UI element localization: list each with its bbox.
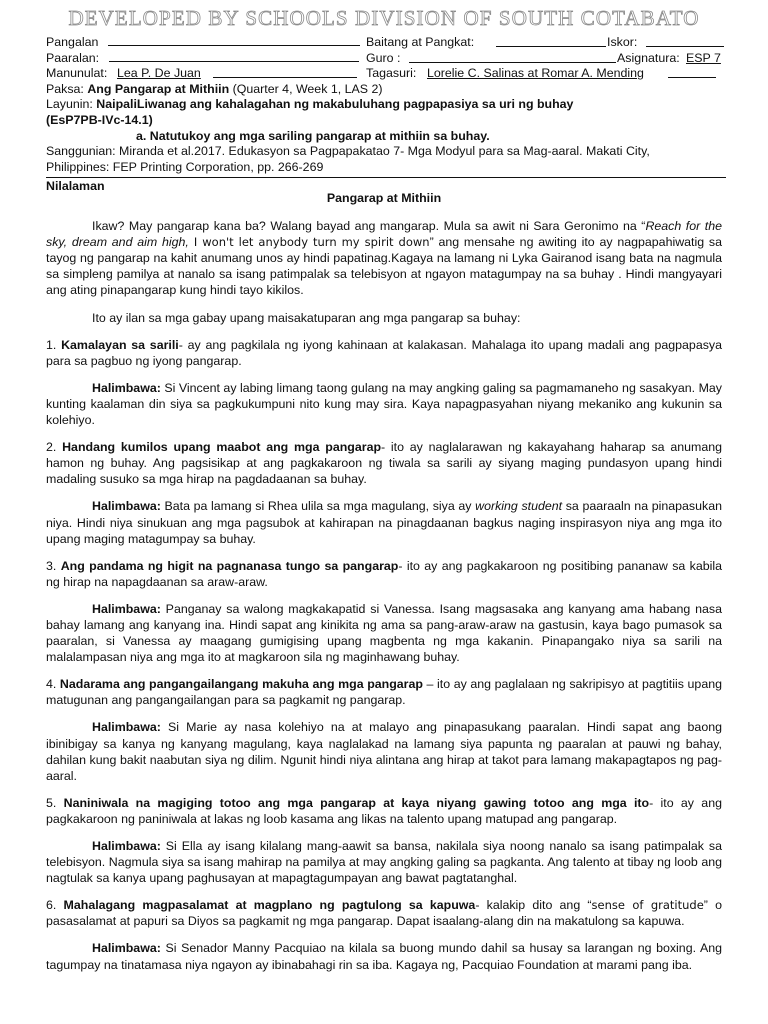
example-paragraph: Halimbawa: Si Senador Manny Pacquiao na kilala sa buong mundo dahil sa husay sa larangan ng boxing. Ang tagumpay na tinatamasa niya ngayon ay ibinabahagi rin sa iba. Kagaya ng, Pacquiao Foundation at marami pang iba. — [46, 941, 722, 972]
paksa-details: (Quarter 4, Week 1, LAS 2) — [229, 81, 383, 96]
sanggunian-line-1: Sanggunian: Miranda et al.2017. Edukasyon sa Pagpapakatao 7- Mga Modyul para sa Mag-aaral. Makati City, — [46, 144, 650, 159]
tagasuri-blank — [668, 67, 716, 78]
paksa-label: Paksa: — [46, 81, 84, 96]
layunin-label: Layunin: — [46, 97, 97, 112]
manunulat-value: Lea P. De Juan — [117, 66, 201, 81]
list-item: 4. Nadarama ang pangangailangang makuha ang mga pangarap – ito ay ang paglalaan ng sakripisyo at pagtitiis upang matugunan ang pangangailangan para sa pagkamit ng pangarap. — [46, 677, 722, 708]
header-row-2 — [46, 51, 726, 67]
lesson-content — [46, 190, 722, 984]
header-divider — [46, 177, 726, 178]
paksa-line — [46, 82, 726, 98]
example-paragraph: Halimbawa: Bata pa lamang si Rhea ulila sa mga magulang, siya ay working student sa paaraaln na pinapasukan niya. Hindi niya sinukuan ang mga pagsubok at kahirapan na pinagdaanan bagkus naging inspirasyon niya ang mga ito upang maging matagumpay sa buhay. — [46, 499, 722, 546]
example-paragraph: Halimbawa: Si Marie ay nasa kolehiyo na at malayo ang pinapasukang paaralan. Hindi sapat ang baong ibinibigay sa kanya ng kanyang magulang, kaya naglalakad na lamang siya papunta ng paaralan at pauwi ng bahay, dahilan kung bakit naabutan siya ng dilim. Ngunit hindi niya alintana ang hirap at takot para lamang makapagtapos ng pag-aaral. — [46, 720, 722, 783]
header-row-3 — [46, 66, 726, 82]
list-item: 5. Naniniwala na magiging totoo ang mga pangarap at kaya niyang gawing totoo ang mga ito- ito ay ang pagkakaroon ng paniniwala at lakas ng loob kasama ang likas na talento upang matupad ang pangarap. — [46, 795, 722, 826]
pangalan-label: Pangalan — [46, 35, 99, 49]
layunin-line — [46, 97, 726, 113]
list-item: 3. Ang pandama ng higit na pagnanasa tungo sa pangarap- ito ay ang pagkakaroon ng positibing pananaw sa kabila ng hirap na napagdaanan sa araw-araw. — [46, 558, 722, 589]
paaralan-blank[interactable] — [109, 51, 359, 62]
layunin-code: (EsP7PB-IVc-14.1) — [46, 112, 153, 127]
lead-paragraph: Ito ay ilan sa mga gabay upang maisakatuparan ang mga pangarap sa buhay: — [92, 310, 521, 325]
baitang-blank[interactable] — [496, 36, 606, 47]
intro-paragraph: Ikaw? May pangarap kana ba? Walang bayad ang mangarap. Mula sa awit ni Sara Geronimo na “Reach for the sky, dream and aim high, I won't let anybody turn my spirit down” ang mensahe ng awiting ito ay nagpapahiwatig sa tayog ng pangarap na kahit anumang unos ay hindi papatinag.Kagaya na lamang ni Lyka Gairanod isang bata na nagmula sa simpleng pamilya at nanalo sa isang patimpalak sa telebisyon at ngayon matagumpay na sa buhay . Hindi mangyayari ang ating pinapangarap kung hindi tayo kikilos. — [46, 219, 723, 298]
manunulat-label: Manunulat: — [46, 66, 108, 81]
tagasuri-label: Tagasuri: — [366, 66, 417, 81]
tagasuri-value: Lorelie C. Salinas at Romar A. Mending — [427, 66, 644, 81]
layunin-text: NaipaliLiwanag ang kahalagahan ng makabuluhang pagpapasiya sa uri ng buhay — [96, 97, 574, 112]
iskor-label: Iskor: — [607, 35, 638, 49]
guro-label: Guro : — [366, 50, 401, 65]
example-paragraph: Halimbawa: Panganay sa walong magkakapatid si Vanessa. Isang magsasaka ang kanyang ama habang nasa bahay lamang ang kanyang ina. Hindi sapat ang kinikita ng ama sa pang-araw-araw na gastusin, kaya bago pumasok sa paaralan, si Vanessa ay maagang gumigising upang magbenta ng mga kakanin. Pinapangako niya sa sarili na malalampasan niya ang mga ito at magkaroon sila ng maginhawang buhay. — [46, 601, 722, 665]
guro-blank[interactable] — [409, 52, 616, 63]
layunin-objective-a: a. Natutukoy ang mga sariling pangarap at mithiin sa buhay. — [136, 128, 490, 143]
iskor-blank[interactable] — [646, 36, 724, 47]
lesson-title: Pangarap at Mithiin — [326, 191, 442, 205]
paaralan-label: Paaralan: — [46, 50, 100, 65]
pangalan-blank[interactable] — [108, 35, 360, 46]
baitang-label: Baitang at Pangkat: — [366, 35, 475, 49]
example-paragraph: Halimbawa: Si Vincent ay labing limang taong gulang na may angking galing sa pagmamaneho ng sasakyan. May kunting kaalaman din siya sa pagkukumpuni nito kung may sira. Kaya napagpasyahan niyang mekaniko ang kukunin sa kolehiyo. — [46, 380, 722, 428]
paksa-title: Ang Pangarap at Mithiin — [87, 81, 230, 96]
song-quote: Reach for the sky, dream and aim high, — [46, 219, 722, 250]
asignatura-value: ESP 7 — [686, 50, 721, 65]
list-item: 6. Mahalagang magpasalamat at magplano ng pagtulong sa kapuwa- kalakip dito ang “sense of gratitude” o pasasalamat at papuri sa Diyos sa pagkamit ng mga pangarap. Dapat isaalang-alang din na makatulong sa kapuwa. — [46, 898, 723, 929]
manunulat-blank — [213, 67, 357, 78]
worksheet-header — [46, 35, 726, 195]
list-item: 1. Kamalayan sa sarili- ay ang pagkilala ng iyong kahinaan at kalakasan. Mahalaga ito upang madali ang pagpapasya para sa pagbuo ng iyong pangarap. — [46, 337, 723, 368]
nilalaman-heading: Nilalaman — [46, 179, 105, 194]
list-item: 2. Handang kumilos upang maabot ang mga pangarap- ito ay naglalarawan ng kakayahang haharap sa anumang hamon ng buhay. Ang pagsisikap at ang pagkakaroon ng tiwala sa sarili ay siyang maging pundasyon upang hindi madaling susuko sa mga hirap na pagdadaanan sa buhay. — [46, 440, 722, 487]
example-paragraph: Halimbawa: Si Ella ay isang kilalang mang-aawit sa bansa, nakilala siya noong nanalo sa isang patimpalak sa telebisyon. Nagmula siya sa isang mahirap na pamilya at may angking galing sa pagkanta. Ang talento at tibay ng loob ang nagtulak sa kanya upang paghusayan at mapagtagumpayan ang bawat pagtatanghal. — [46, 839, 722, 886]
header-row-1 — [46, 35, 726, 51]
division-banner: DEVELOPED BY SCHOOLS DIVISION OF SOUTH COTABATO — [68, 6, 700, 30]
sanggunian-line-2: Philippines: FEP Printing Corporation, pp. 266-269 — [46, 159, 324, 174]
asignatura-label: Asignatura: — [617, 50, 680, 65]
